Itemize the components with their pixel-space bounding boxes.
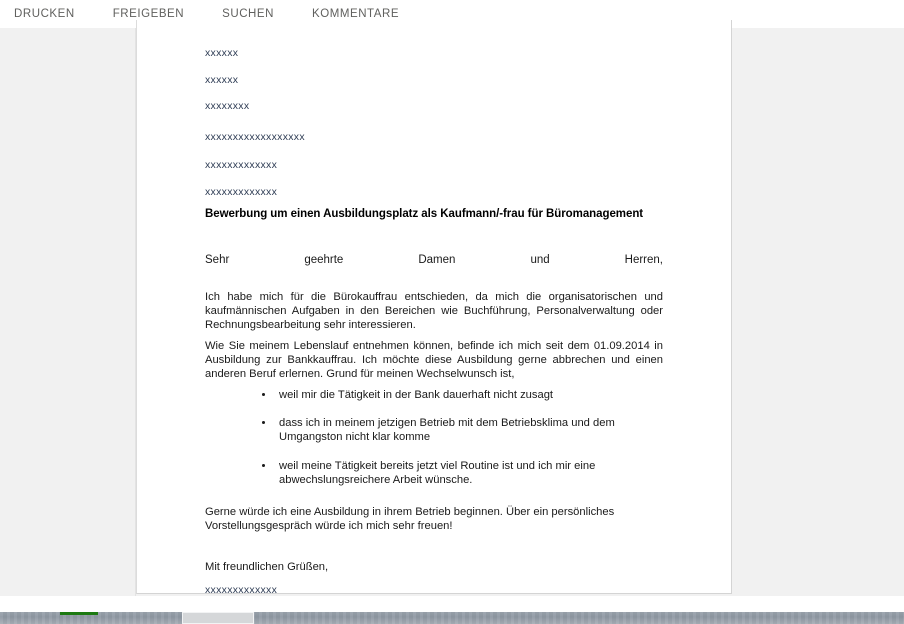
document-viewer[interactable]: [0, 28, 904, 596]
list-item-text: dass ich in meinem jetzigen Betrieb mit dem Betriebsklima und dem Umgangston nicht klar komme: [279, 417, 615, 444]
list-item: [205, 459, 663, 487]
letter-salutation: [205, 254, 663, 266]
recipient-line-3: xxxxxxxxxxxxx: [205, 186, 278, 198]
bullet-dot-icon: [262, 464, 265, 467]
list-item: [205, 416, 663, 444]
command-share[interactable]: FREIGEBEN: [112, 8, 185, 20]
letter-paragraph-3: Gerne würde ich eine Ausbildung in ihrem Betrieb beginnen. Über ein persönliches Vorstellungsgespräch würde ich mich sehr freuen!: [205, 506, 615, 533]
letter-subject-line: Bewerbung um einen Ausbildungsplatz als Kaufmann/-frau für Büromanagement: [205, 208, 644, 220]
letter-signature: xxxxxxxxxxxxx: [205, 584, 278, 594]
sender-address-block: [205, 48, 249, 128]
taskbar-window-button[interactable]: [182, 612, 254, 624]
salutation-word-3: Damen: [418, 254, 456, 266]
list-item-text: weil mir die Tätigkeit in der Bank dauerhaft nicht zusagt: [279, 389, 554, 401]
viewer-left-margin: [0, 28, 136, 596]
salutation-word-1: Sehr: [205, 254, 230, 266]
letter-paragraph-1: Ich habe mich für die Bürokauffrau entschieden, da mich die organisatorischen und kaufmännischen Aufgaben in den Bereichen wie Buchführung, Personalverwaltung oder Rechnungsbearbeitung sehr interessieren.: [205, 291, 663, 332]
letter-reason-list: [205, 388, 663, 501]
sender-line-1: xxxxxx: [205, 47, 239, 59]
command-search[interactable]: SUCHEN: [222, 8, 274, 20]
letter-paragraph-2: Wie Sie meinem Lebenslauf entnehmen können, befinde ich mich seit dem 01.09.2014 in Ausbildung zur Bankkauffrau. Ich möchte diese Ausbildung gerne abbrechen und einen anderen Beruf erlernen. Grund für meinen Wechselwunsch ist,: [205, 340, 663, 381]
salutation-word-5: Herren,: [624, 254, 663, 266]
desktop-gap: [0, 596, 904, 612]
letter-closing: Mit freundlichen Grüßen,: [205, 561, 329, 573]
viewer-right-margin: [732, 28, 904, 596]
bullet-dot-icon: [262, 421, 265, 424]
command-comments[interactable]: KOMMENTARE: [312, 8, 400, 20]
salutation-word-4: und: [530, 254, 550, 266]
command-print[interactable]: DRUCKEN: [14, 8, 75, 20]
recipient-line-1: xxxxxxxxxxxxxxxxxx: [205, 131, 305, 143]
list-item-text: weil meine Tätigkeit bereits jetzt viel Routine ist und ich mir eine abwechslungsreichere Arbeit wünsche.: [279, 459, 596, 486]
taskbar-texture: [0, 612, 904, 624]
recipient-line-2: xxxxxxxxxxxxx: [205, 158, 278, 171]
list-item: [205, 388, 663, 402]
recipient-address-block: [205, 132, 305, 215]
sender-line-3: xxxxxxxx: [205, 100, 250, 112]
document-page[interactable]: [136, 20, 732, 594]
taskbar-accent-indicator: [60, 612, 98, 615]
bullet-dot-icon: [262, 393, 265, 396]
salutation-word-2: geehrte: [304, 254, 344, 266]
sender-line-2: xxxxxx: [205, 73, 239, 86]
system-taskbar[interactable]: [0, 612, 904, 624]
